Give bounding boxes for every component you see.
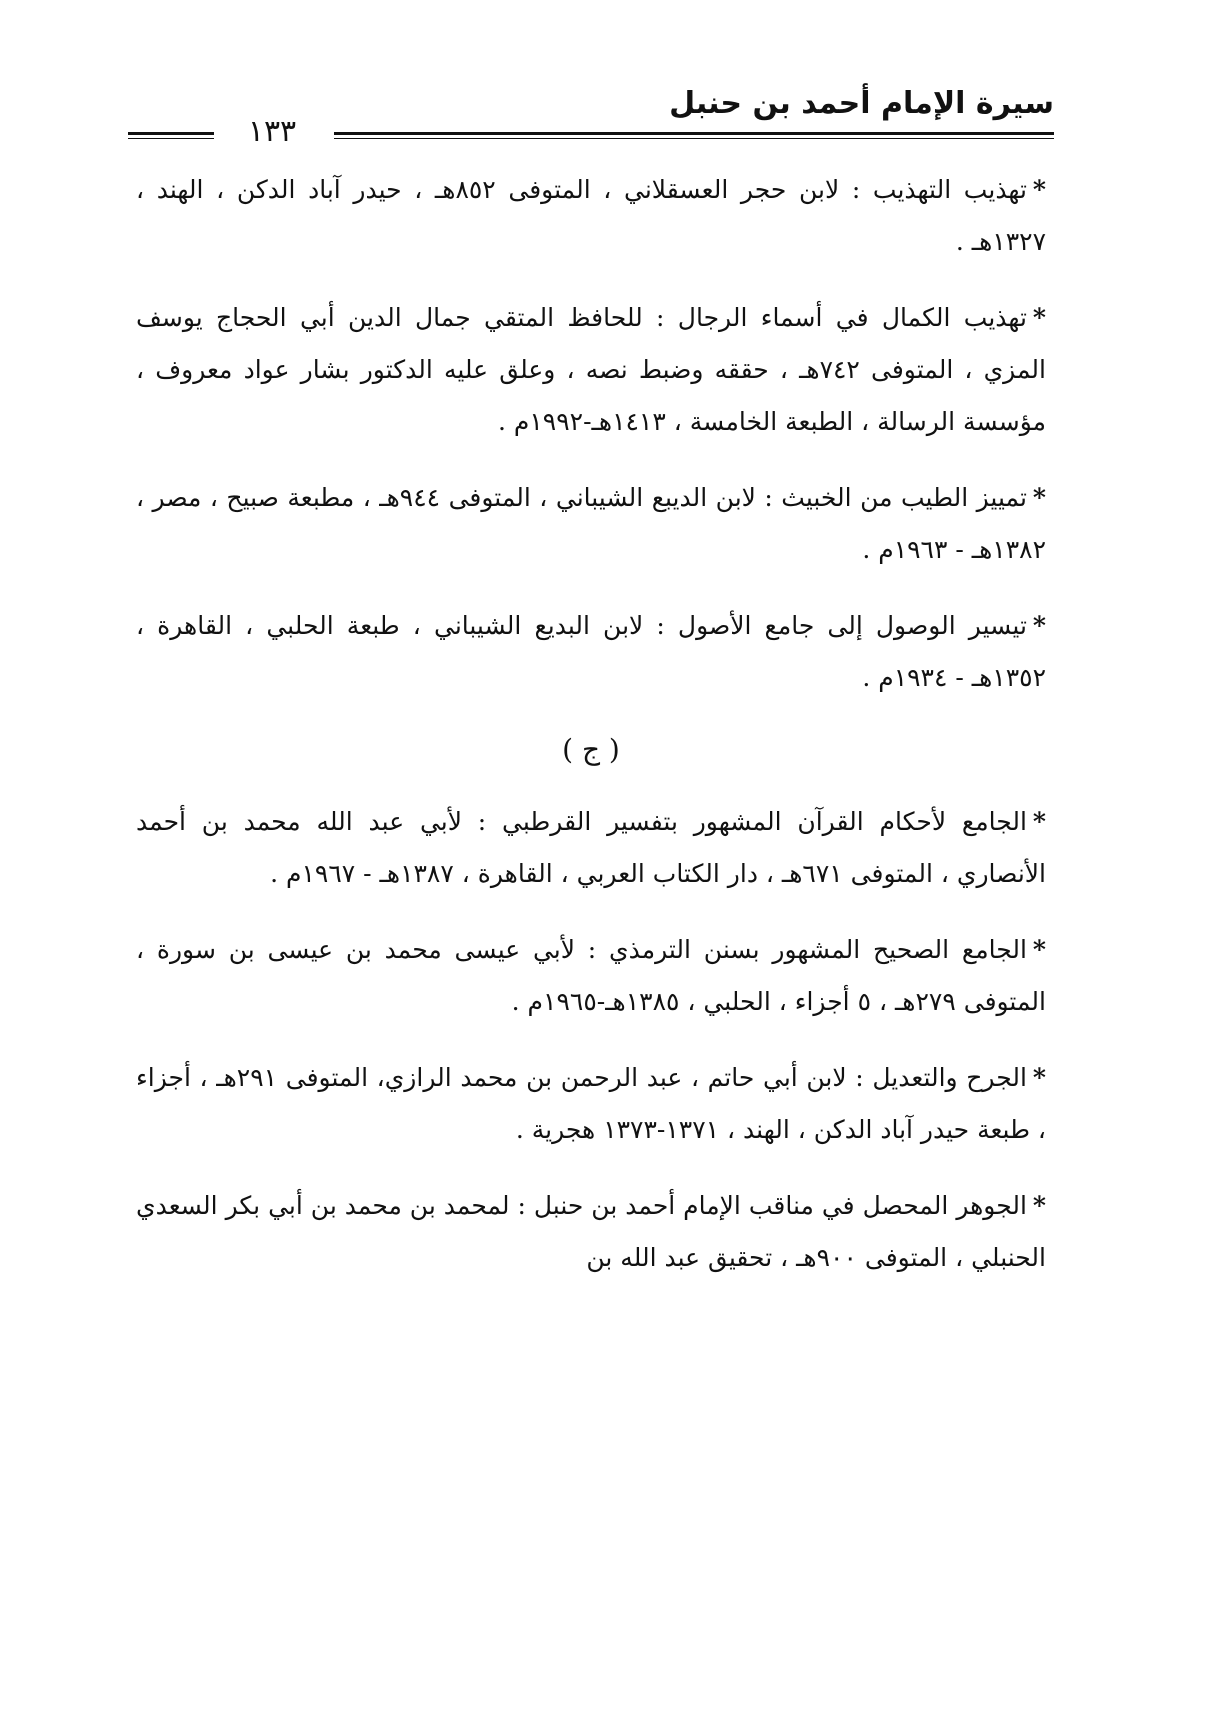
bibliography-entry (136, 472, 1046, 576)
entry-text: تمييز الطيب من الخبيث : لابن الديبع الشيباني ، المتوفى ٩٤٤هـ ، مطبعة صبيح ، مصر ، ١٣٨٢هـ - ١٩٦٣م . (136, 483, 1046, 564)
bullet-marker: * (1032, 807, 1046, 836)
bullet-marker: * (1032, 935, 1046, 964)
bullet-marker: * (1032, 611, 1046, 640)
bibliography-list (136, 164, 1046, 1308)
bibliography-entry (136, 1052, 1046, 1156)
header-rule (334, 132, 1054, 139)
bibliography-entry (136, 164, 1046, 268)
section-letter-heading: ( ج ) (562, 733, 620, 766)
entry-text: الجامع الصحيح المشهور بسنن الترمذي : لأبي عيسى محمد بن عيسى بن سورة ، المتوفى ٢٧٩هـ ، ٥ أجزاء ، الحلبي ، ١٣٨٥هـ-١٩٦٥م . (136, 935, 1046, 1016)
entry-text: الجوهر المحصل في مناقب الإمام أحمد بن حنبل : لمحمد بن محمد بن أبي بكر السعدي الحنبلي ، المتوفى ٩٠٠هـ ، تحقيق عبد الله بن (136, 1191, 1046, 1272)
bibliography-entry (136, 600, 1046, 704)
bibliography-entry (136, 1180, 1046, 1284)
bullet-marker: * (1032, 1191, 1046, 1220)
header-rule-short (128, 132, 214, 139)
bibliography-entry (136, 924, 1046, 1028)
bullet-marker: * (1032, 483, 1046, 512)
entry-text: تيسير الوصول إلى جامع الأصول : لابن البديع الشيباني ، طبعة الحلبي ، القاهرة ، ١٣٥٢هـ - ١٩٣٤م . (136, 611, 1046, 692)
bullet-marker: * (1032, 175, 1046, 204)
bibliography-entry (136, 796, 1046, 900)
entry-text: تهذيب التهذيب : لابن حجر العسقلاني ، المتوفى ٨٥٢هـ ، حيدر آباد الدكن ، الهند ، ١٣٢٧هـ . (136, 175, 1046, 256)
entry-text: تهذيب الكمال في أسماء الرجال : للحافظ المتقي جمال الدين أبي الحجاج يوسف المزي ، المتوفى ٧٤٢هـ ، حققه وضبط نصه ، وعلق عليه الدكتور بشار عواد معروف ، مؤسسة الرسالة ، الطبعة الخامسة ، ١٤١٣هـ-١٩٩٢م . (136, 303, 1046, 436)
running-header (128, 84, 1054, 149)
page-number: ١٣٣ (247, 114, 297, 149)
book-title: سيرة الإمام أحمد بن حنبل (669, 86, 1054, 121)
entry-text: الجرح والتعديل : لابن أبي حاتم ، عبد الرحمن بن محمد الرازي، المتوفى ٢٩١هـ ، أجزاء ، طبعة حيدر آباد الدكن ، الهند ، ١٣٧١-١٣٧٣ هجرية . (136, 1063, 1046, 1144)
bullet-marker: * (1032, 1063, 1046, 1092)
entry-text: الجامع لأحكام القرآن المشهور بتفسير القرطبي : لأبي عبد الله محمد بن أحمد الأنصاري ، المتوفى ٦٧١هـ ، دار الكتاب العربي ، القاهرة ، ١٣٨٧هـ - ١٩٦٧م . (136, 807, 1046, 888)
bullet-marker: * (1032, 303, 1046, 332)
bibliography-entry (136, 292, 1046, 448)
